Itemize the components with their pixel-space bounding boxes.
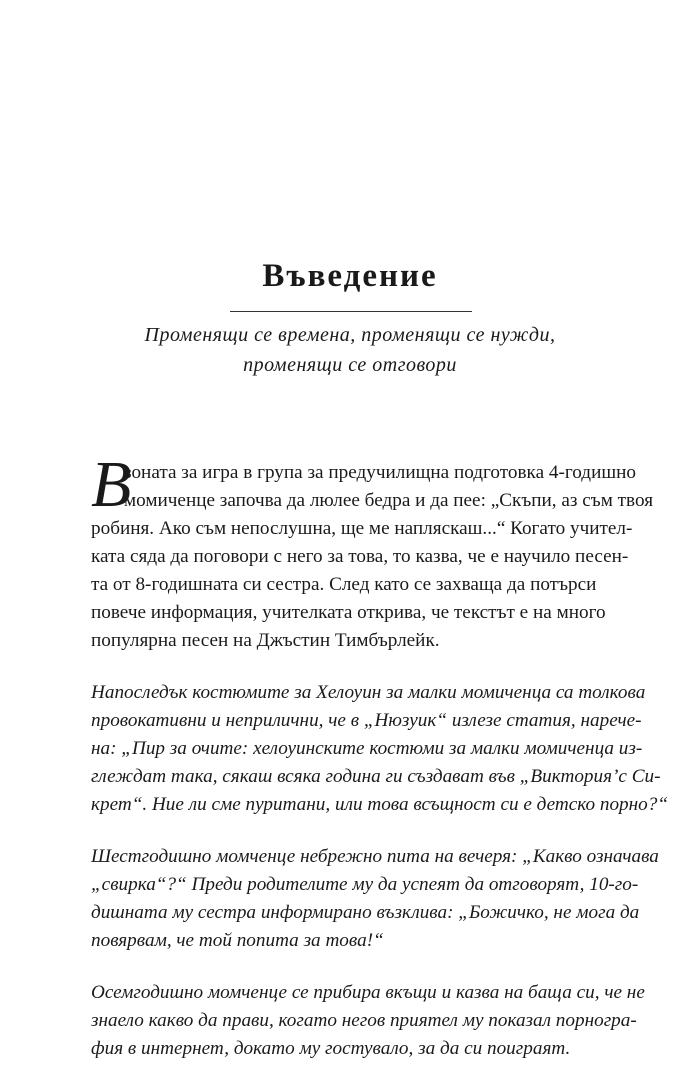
text-line: фия в интернет, докато му гостувало, за да си поиграят. [91, 1038, 571, 1059]
text-line: повече информация, учителката открива, че текстът е на много [91, 602, 606, 623]
title-divider [230, 311, 472, 312]
text-line: та от 8-годишната си сестра. След като се захваща да потърси [91, 574, 597, 595]
subtitle-line: Променящи се времена, променящи се нужди, [144, 324, 556, 346]
chapter-title: Въведение [262, 258, 438, 294]
text-line: момиченце започва да люлее бедра и да пее: „Скъпи, аз съм твоя [124, 490, 654, 511]
drop-cap: В [91, 448, 132, 521]
text-line: популярна песен на Джъстин Тимбърлейк. [91, 630, 440, 651]
text-line: зоната за игра в група за предучилищна подготовка 4-годишно [124, 462, 636, 483]
chapter-subtitle [0, 320, 700, 380]
text-line: дишната му сестра информирано възклива: „Божичко, не мога да [91, 902, 640, 923]
text-line: Осемгодишно момченце се прибира вкъщи и казва на баща си, че не [91, 982, 645, 1003]
text-line: повярвам, че той попита за това!“ [91, 930, 384, 951]
text-line: глеждат така, сякаш всяка година ги създават във „Виктория’с Си- [91, 766, 661, 787]
subtitle-line: променящи се отговори [243, 354, 457, 376]
text-line: робиня. Ако съм непослушна, ще ме напляскаш...“ Когато учител- [91, 518, 633, 539]
text-line: крет“. Ние ли сме пуритани, или това всъщност си е детско порно?“ [91, 794, 669, 815]
text-line: провокативни и неприлични, че в „Нюзуик“ излезе статия, нарече- [91, 710, 642, 731]
text-line: на: „Пир за очите: хелоуинските костюми за малки момиченца из- [91, 738, 643, 759]
text-line: знаело какво да прави, когато негов приятел му показал порногра- [91, 1010, 637, 1031]
text-line: Напоследък костюмите за Хелоуин за малки момиченца са толкова [91, 682, 646, 703]
text-line: Шестгодишно момченце небрежно пита на вечеря: „Какво означава [91, 846, 659, 867]
text-line: ката сяда да поговори с него за това, то казва, че е научило песен- [91, 546, 629, 567]
text-line: „свирка“?“ Преди родителите му да успеят да отговорят, 10-го- [91, 874, 639, 895]
